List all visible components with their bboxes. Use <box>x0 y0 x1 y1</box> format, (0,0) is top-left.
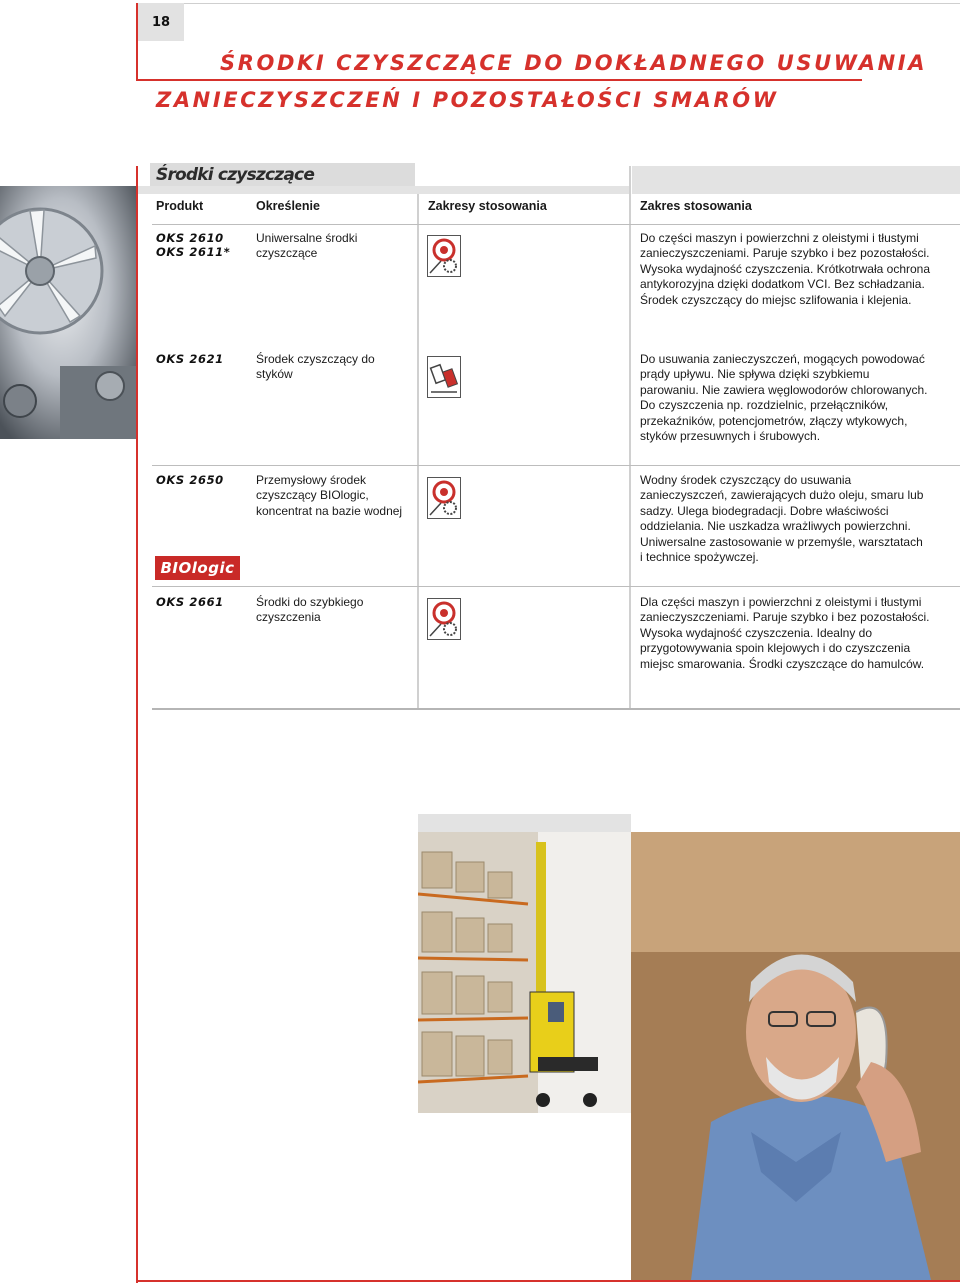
page-number: 18 <box>138 3 184 41</box>
page-title-line-2: ZANIECZYSZCZEŃ I POZOSTAŁOŚCI SMARÓW <box>156 88 779 112</box>
column-header-designation: Określenie <box>256 199 320 213</box>
column-header-product: Produkt <box>156 199 204 213</box>
header-band <box>632 166 960 194</box>
product-code: OKS 2661 <box>156 595 224 609</box>
machine-parts-icon <box>427 477 461 519</box>
warehouse-forklift-photo <box>418 832 631 1113</box>
product-code: OKS 2611* <box>156 245 231 259</box>
photo-header-band <box>418 814 631 832</box>
product-designation: Środki do szybkiego czyszczenia <box>256 595 364 625</box>
column-divider <box>417 194 419 708</box>
machine-parts-icon <box>427 598 461 640</box>
page-title-line-1: ŚRODKI CZYSZCZĄCE DO DOKŁADNEGO USUWANIA <box>220 51 928 75</box>
application-description: Do części maszyn i powierzchni z oleistymi i tłustymi zanieczyszczeniami. Paruje szybko i bez pozostałości. Wysoka wydajność czyszczenia. Krótkotrwała ochrona antykorozyjna dzięki dodatkom VCI. Bez schładzania. Środek czyszczący do miejsc szlifowania i klejenia. <box>640 231 931 307</box>
row-divider <box>152 465 960 466</box>
product-designation: Środek czyszczący do styków <box>256 352 375 382</box>
frame-line <box>136 79 862 81</box>
electrical-contacts-icon <box>427 356 461 398</box>
header-band <box>138 186 418 194</box>
water-pump-photo <box>0 186 136 439</box>
table-bottom-line <box>152 708 960 710</box>
frame-line <box>136 166 138 1283</box>
product-designation: Uniwersalne środki czyszczące <box>256 231 358 261</box>
man-on-phone-photo <box>631 832 960 1280</box>
product-code: OKS 2610 <box>156 231 224 245</box>
section-title: Środki czyszczące <box>156 165 315 185</box>
product-code: OKS 2650 <box>156 473 224 487</box>
application-description: Do usuwania zanieczyszczeń, mogących powodować prądy upływu. Nie spływa dzięki szybkiemu parowaniu. Nie zawiera węglowodorów chlorowanych. Do czyszczenia np. rozdzielnic, przełączników, przekaźników, potencjometrów, złączy wtykowych, styków przesuwnych i śrubowych. <box>640 352 928 444</box>
machine-parts-icon <box>427 235 461 277</box>
product-designation: Przemysłowy środek czyszczący BIOlogic, koncentrat na bazie wodnej <box>256 473 403 518</box>
column-header-scope: Zakres stosowania <box>640 199 752 213</box>
application-description: Dla części maszyn i powierzchni z oleistymi i tłustymi zanieczyszczeniami. Paruje szybko i bez pozostałości. Wysoka wydajność czyszczenia. Idealny do przygotowywania spoin klejowych i do czyszczenia miejsc smarowania. Środki czyszczące do hamulców. <box>640 595 930 671</box>
application-description: Wodny środek czyszczący do usuwania zanieczyszczeń, zawierających dużo oleju, smaru lub sadzy. Ulega biodegradacji. Dobre właściwości oddzielania. Nie uszkadza wrażliwych powierzchni. Uniwersalne zastosowanie w przemyśle, warsztatach i technice spożywczej. <box>640 473 924 565</box>
product-code: OKS 2621 <box>156 352 224 366</box>
frame-line <box>136 1280 960 1282</box>
header-band <box>418 186 629 194</box>
column-header-ranges: Zakresy stosowania <box>428 199 547 213</box>
row-divider <box>152 224 960 225</box>
biologic-badge: BIOlogic <box>155 556 240 580</box>
frame-line <box>184 3 960 4</box>
column-divider <box>629 166 631 708</box>
row-divider <box>152 586 960 587</box>
